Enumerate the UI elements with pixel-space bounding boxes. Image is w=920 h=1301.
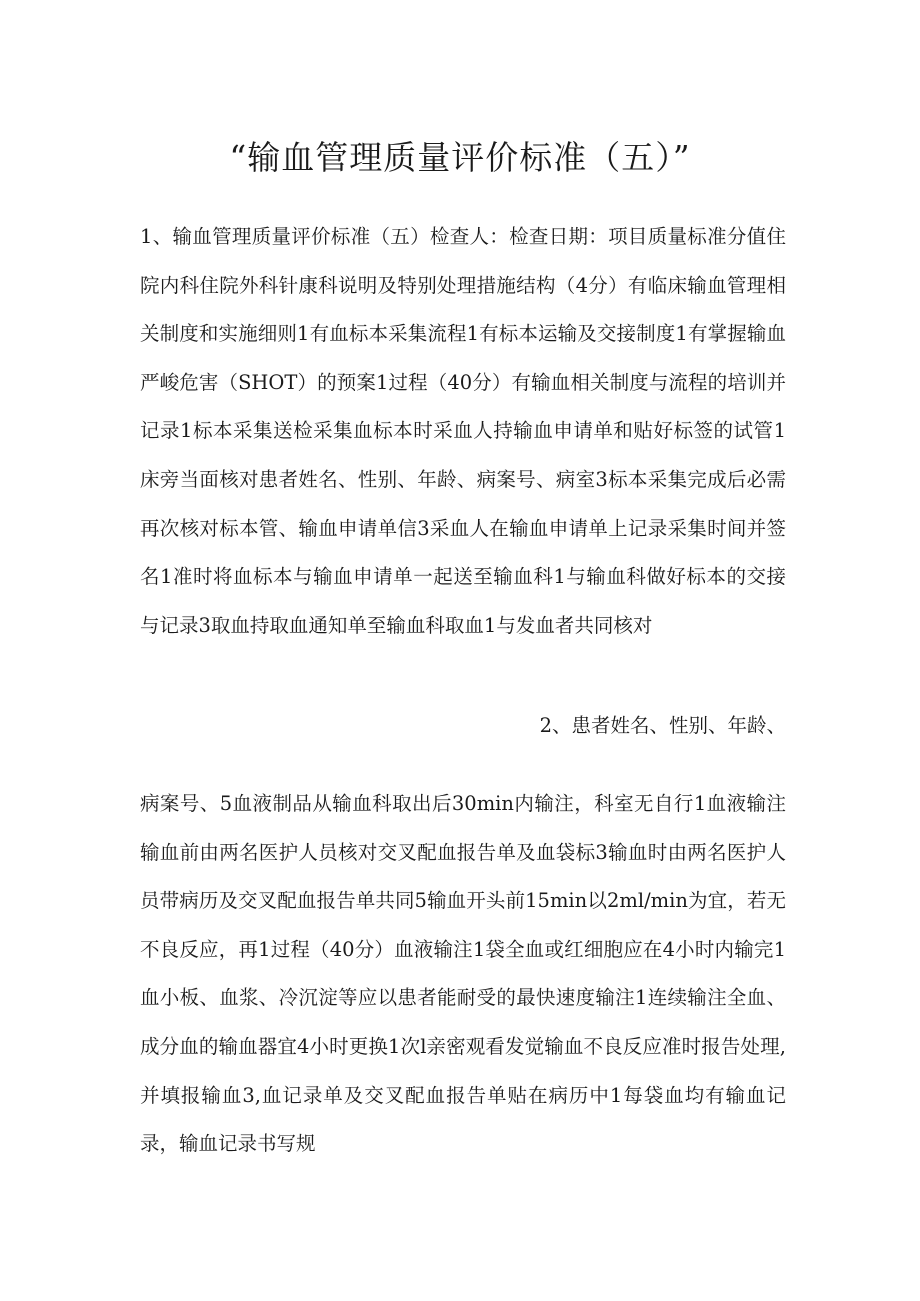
document-title: “输血管理质量评价标准（五）”	[229, 138, 691, 177]
paragraph-3: 病案号、5血液制品从输血科取出后30min内输注，科室无自行1血液输注输血前由两名医护人员核对交叉配血报告单及血袋标3输血时由两名医护人员带病历及交叉配血报告单共同5输血开头前15min以2ml/min为宜，若无不良反应，再1过程（40分）血液输注1袋全血或红细胞应在4小时内输完1血小板、血浆、冷沉淀等应以患者能耐受的最快速度输注1连续输注全血、成分血的输血器宜4小时更换1次l亲密观看发觉输血不良反应准时报告处理,并填报输血3,血记录单及交叉配血报告单贴在病历中1每袋血均有输血记录，输血记录书写规	[140, 792, 786, 1156]
paragraph-2-heading: 2、患者姓名、性别、年龄、	[539, 714, 786, 737]
paragraph-1: 1、输血管理质量评价标准（五）检查人：检查日期：项目质量标准分值住院内科住院外科针康科说明及特别处理措施结构（4分）有临床输血管理相关制度和实施细则1有血标本采集流程1有标本运输及交接制度1有掌握输血严峻危害（SHOT）的预案1过程（40分）有输血相关制度与流程的培训并记录1标本采集送检采集血标本时采血人持输血申请单和贴好标签的试管1床旁当面核对患者姓名、性别、年龄、病案号、病室3标本采集完成后必需再次核对标本管、输血申请单信3采血人在输血申请单上记录采集时间并签名1准时将血标本与输血申请单一起送至输血科1与输血科做好标本的交接与记录3取血持取血通知单至输血科取血1与发血者共同核对	[140, 225, 786, 637]
